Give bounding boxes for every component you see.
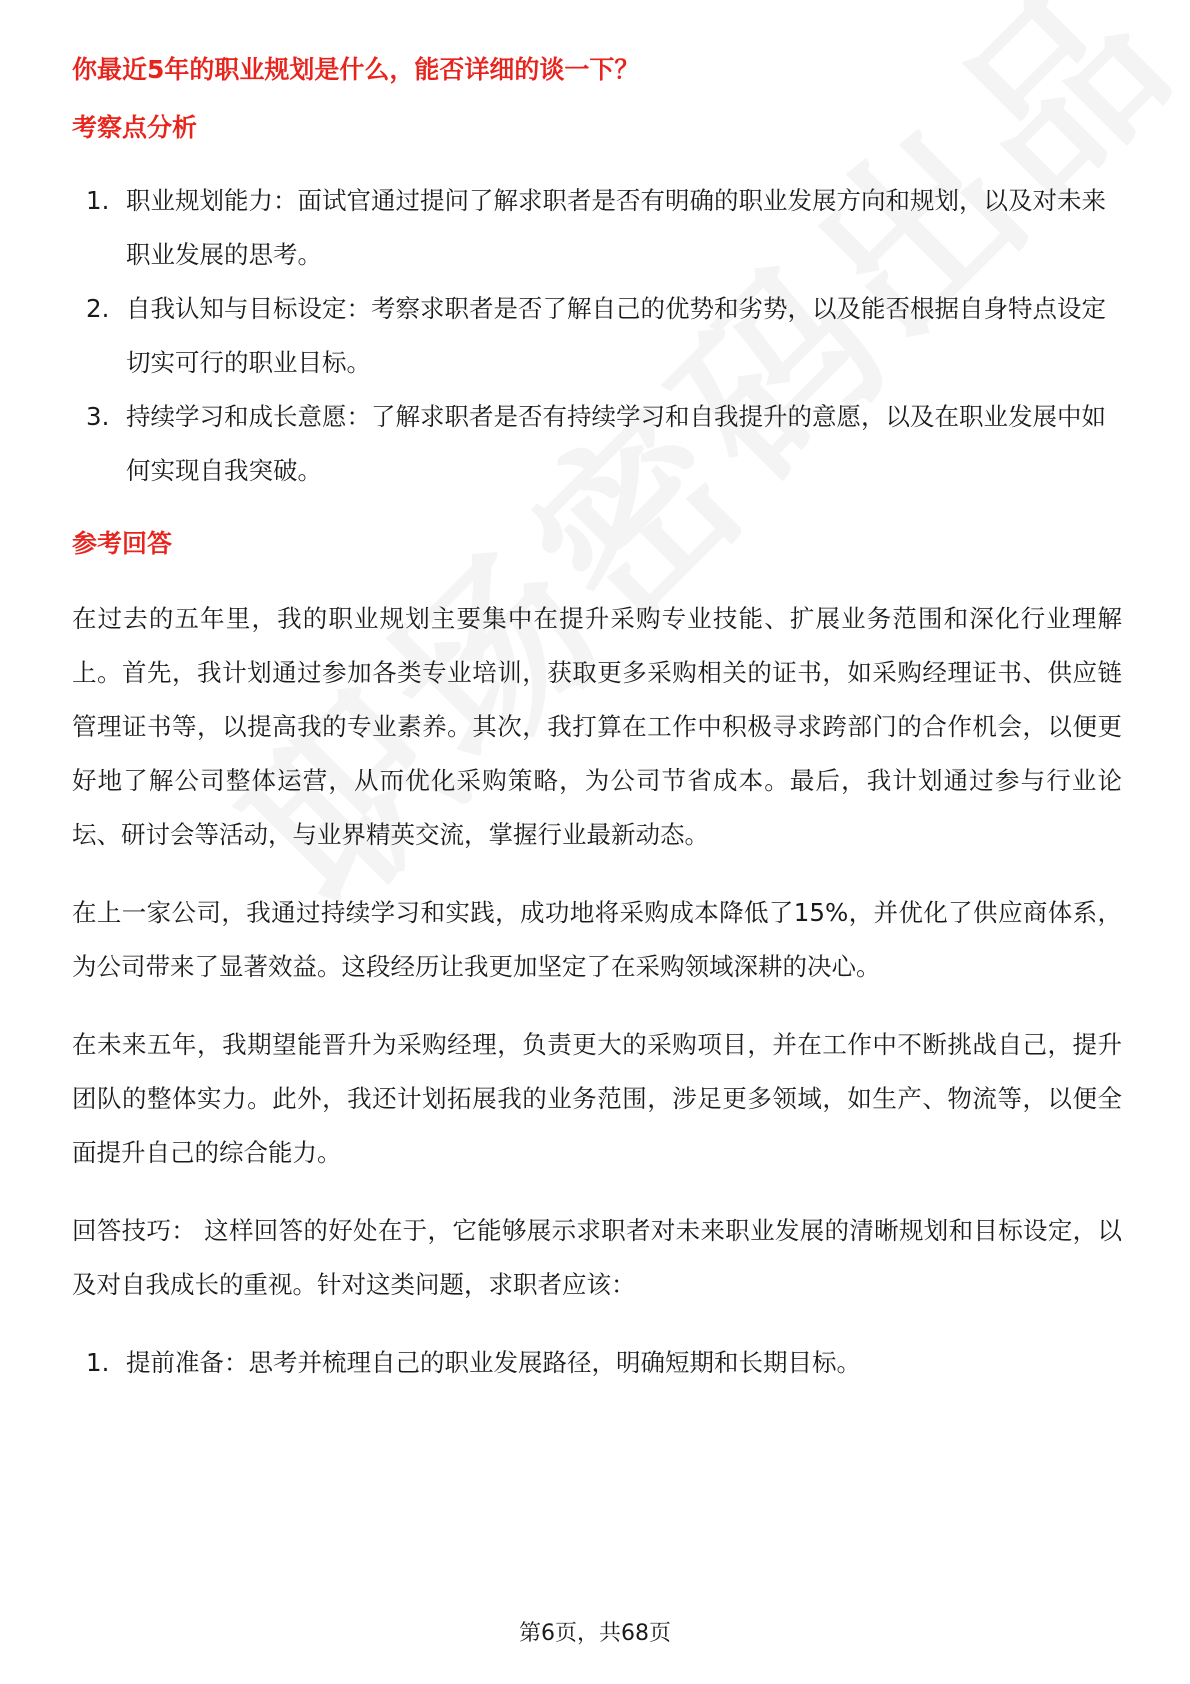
analysis-item-text: 自我认知与目标设定：考察求职者是否了解自己的优势和劣势，以及能否根据自身特点设定切实可行的职业目标。 [126, 294, 1106, 377]
answer-paragraph: 在上一家公司，我通过持续学习和实践，成功地将采购成本降低了15%，并优化了供应商体系，为公司带来了显著效益。这段经历让我更加坚定了在采购领域深耕的决心。 [72, 898, 1122, 981]
analysis-item [72, 390, 1122, 498]
analysis-item [72, 174, 1122, 282]
tip-item [72, 1336, 1122, 1390]
analysis-list [72, 174, 1122, 498]
question-heading: 你最近5年的职业规划是什么，能否详细的谈一下？ [72, 55, 640, 84]
tip-item-text: 提前准备：思考并梳理自己的职业发展路径，明确短期和长期目标。 [126, 1348, 861, 1377]
document-content [72, 52, 1122, 1390]
answer-paragraph: 在过去的五年里，我的职业规划主要集中在提升采购专业技能、扩展业务范围和深化行业理解上。首先，我计划通过参加各类专业培训，获取更多采购相关的证书，如采购经理证书、供应链管理证书等，以提高我的专业素养。其次，我打算在工作中积极寻求跨部门的合作机会，以便更好地了解公司整体运营，从而优化采购策略，为公司节省成本。最后，我计划通过参与行业论坛、研讨会等活动，与业界精英交流，掌握行业最新动态。 [72, 604, 1122, 849]
analysis-item [72, 282, 1122, 390]
analysis-title: 考察点分析 [72, 113, 198, 142]
list-number: 2. [86, 294, 110, 323]
answer-title: 参考回答 [72, 529, 173, 558]
page-footer: 第6页，共68页 [519, 1621, 671, 1646]
list-number: 1. [86, 186, 110, 215]
list-number: 1. [86, 1348, 110, 1377]
analysis-item-text: 职业规划能力：面试官通过提问了解求职者是否有明确的职业发展方向和规划，以及对未来职业发展的思考。 [126, 186, 1106, 269]
answer-paragraph: 在未来五年，我期望能晋升为采购经理，负责更大的采购项目，并在工作中不断挑战自己，提升团队的整体实力。此外，我还计划拓展我的业务范围，涉足更多领域，如生产、物流等，以便全面提升自己的综合能力。 [72, 1030, 1122, 1167]
tips-intro-paragraph: 回答技巧： 这样回答的好处在于，它能够展示求职者对未来职业发展的清晰规划和目标设定，以及对自我成长的重视。针对这类问题，求职者应该： [72, 1216, 1122, 1299]
analysis-item-text: 持续学习和成长意愿：了解求职者是否有持续学习和自我提升的意愿，以及在职业发展中如何实现自我突破。 [126, 402, 1106, 485]
list-number: 3. [86, 402, 110, 431]
tips-list [72, 1336, 1122, 1390]
